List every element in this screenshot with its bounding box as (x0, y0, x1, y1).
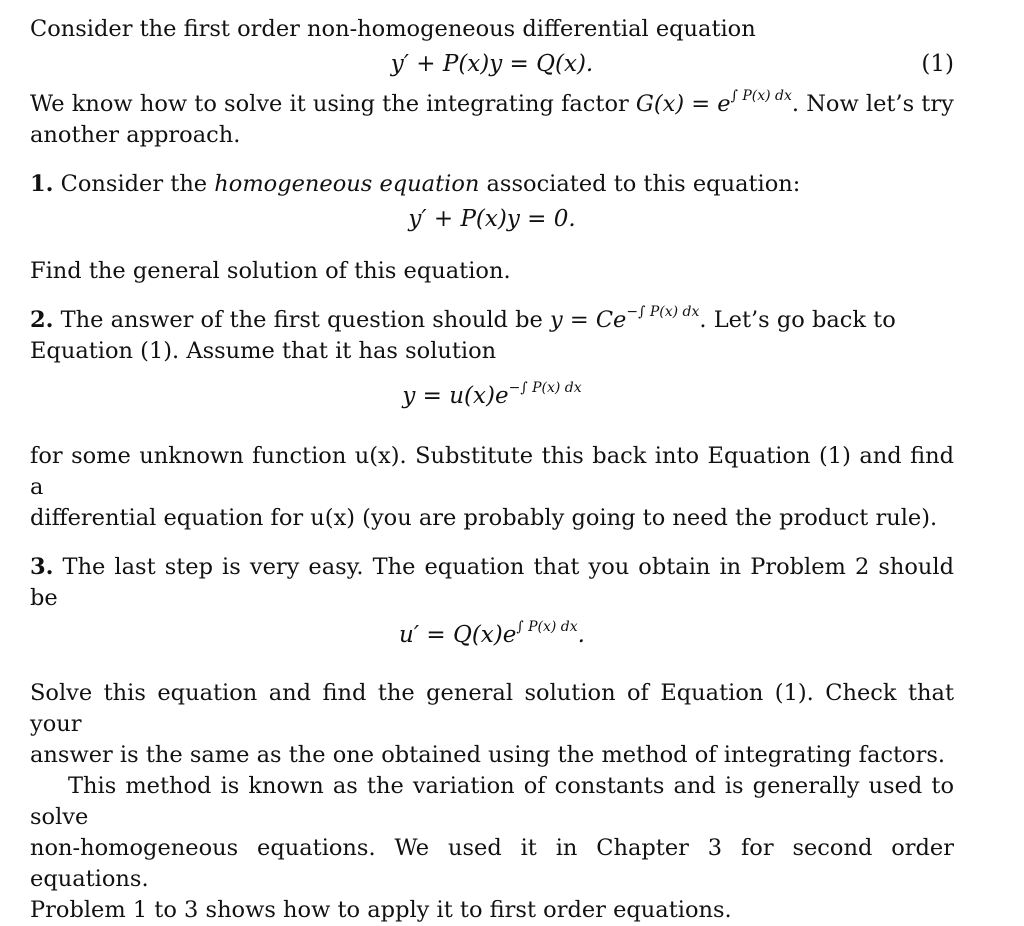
question-3-line-1 (30, 552, 954, 614)
u-prime-exponent: ∫ P(x) dx (516, 619, 578, 635)
equation-1-number: (1) (921, 51, 954, 77)
intro-line-2-end: . Now let’s try (791, 91, 954, 117)
equation-1-body: y′ + P(x)y = Q(x). (390, 51, 594, 77)
u-prime-main: u′ = Q(x)e (399, 622, 517, 648)
question-1 (30, 169, 954, 200)
trial-solution-equation (30, 367, 954, 429)
question-3-line-3: answer is the same as the one obtained using the method of integrating factors. (30, 742, 946, 768)
question-1-text-pre: Consider the (53, 171, 215, 197)
question-2-text-pre: The answer of the first question should be (53, 307, 550, 333)
question-2-line-1 (30, 305, 954, 336)
trial-solution-main: y = u(x)e (402, 383, 509, 409)
question-1-emphasis: homogeneous equation (214, 171, 480, 197)
u-prime-body (30, 619, 954, 648)
question-1-followup: Find the general solution of this equation. (30, 258, 511, 284)
homogeneous-equation (30, 200, 954, 244)
u-prime-equation (30, 614, 954, 666)
trial-solution-body (30, 380, 954, 409)
trial-solution-exponent: −∫ P(x) dx (508, 380, 582, 396)
question-3-line-2: Solve this equation and find the general solution of Equation (1). Check that your (30, 680, 954, 737)
integrating-factor-exponent: ∫ P(x) dx (730, 88, 792, 104)
question-2-line-3: for some unknown function u(x). Substitute this back into Equation (1) and find a (30, 443, 954, 500)
question-3-text: The last step is very easy. The equation that you obtain in Problem 2 should be (30, 554, 954, 611)
u-prime-end: . (577, 622, 585, 648)
question-1-number: 1. (30, 171, 54, 197)
intro-line-2 (30, 89, 954, 120)
intro-line-1: Consider the first order non-homogeneous differential equation (30, 16, 756, 42)
question-2-number: 2. (30, 307, 54, 333)
question-2-line-2: Equation (1). Assume that it has solution (30, 338, 497, 364)
question-3-number: 3. (30, 554, 54, 580)
intro-line-3: another approach. (30, 122, 241, 148)
integrating-factor-math: G(x) = e (635, 91, 731, 117)
intro-line-2-text: We know how to solve it using the integrating factor (30, 91, 636, 117)
question-2-text-post: . Let’s go back to (699, 307, 896, 333)
document-page (30, 14, 954, 926)
equation-1 (30, 45, 954, 89)
question-1-text-post: associated to this equation: (479, 171, 801, 197)
closing-paragraph-line-1: This method is known as the variation of constants and is generally used to solve (30, 773, 954, 830)
question-2-math: y = Ce (549, 307, 627, 333)
homogeneous-equation-body: y′ + P(x)y = 0. (408, 206, 576, 232)
question-2-line-4: differential equation for u(x) (you are probably going to need the product rule). (30, 505, 938, 531)
question-2-exponent: −∫ P(x) dx (626, 304, 700, 320)
closing-paragraph-line-2: non-homogeneous equations. We used it in Chapter 3 for second order equations. (30, 835, 954, 892)
closing-paragraph-line-3: Problem 1 to 3 shows how to apply it to first order equations. (30, 897, 732, 923)
